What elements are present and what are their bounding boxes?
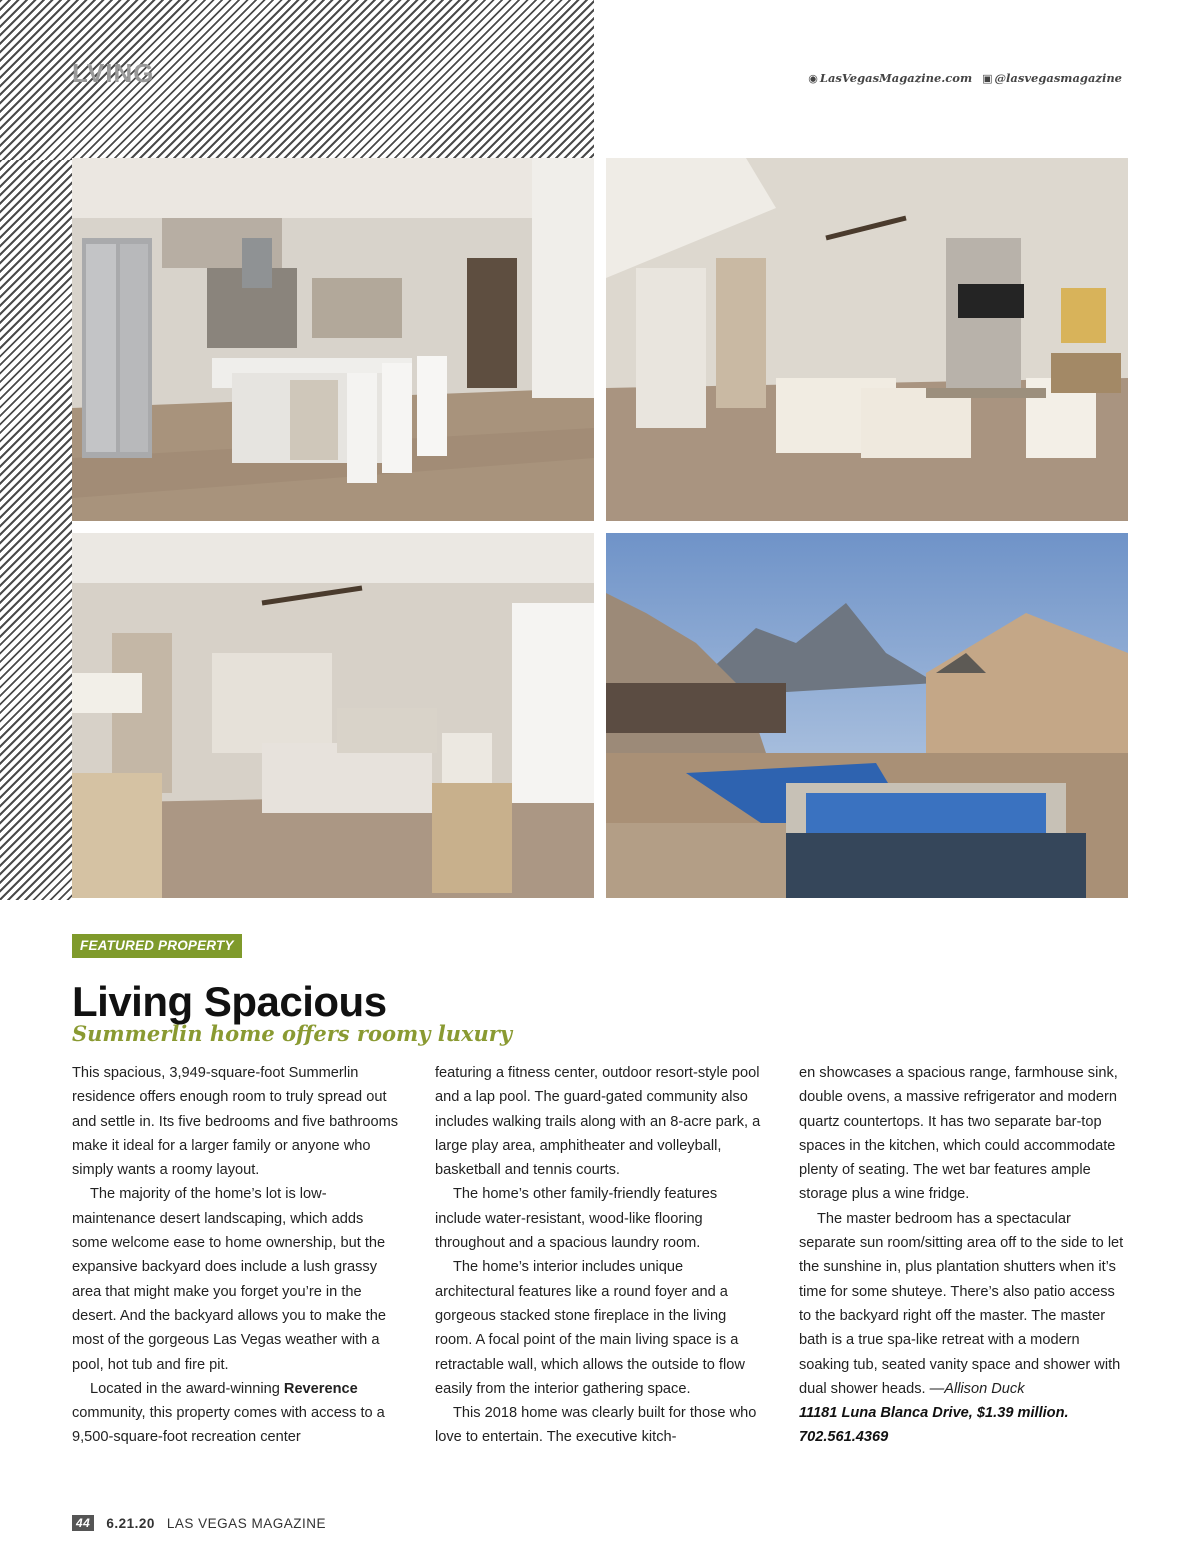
instagram-link[interactable]: ▣ @lasvegasmagazine	[982, 71, 1122, 85]
website-link[interactable]: ◉ LasVegasMagazine.com	[808, 71, 973, 85]
social-links	[808, 71, 1122, 85]
article-headline: Living Spacious	[72, 978, 387, 1025]
paragraph: The home’s interior includes unique architectural features like a round foyer and a gorgeous stacked stone fireplace in the living room. A focal point of the main living space is a retractable wall, which allows the outside to flow easily from the interior gathering space.	[435, 1259, 745, 1397]
section-label: LVING	[72, 58, 155, 88]
paragraph: The master bedroom has a spectacular separate sun room/sitting area off to the side to let the sunshine in, plus plantation shutters when it’s time for some shuteye. There’s also patio access to the backyard right off the master. The master bath is a true spa-like retreat with a modern soaking tub, seated vanity space and shower with dual shower heads. —Allison Duck	[799, 1210, 1124, 1397]
featured-property-badge: FEATURED PROPERTY	[72, 934, 242, 958]
paragraph: This 2018 home was clearly built for those who love to entertain. The executive kitch-	[435, 1405, 757, 1446]
side-stripe-pattern	[0, 160, 72, 900]
article-subhead: Summerlin home offers roomy luxury	[72, 1021, 513, 1046]
body-column-1	[72, 1061, 402, 1450]
paragraph: Located in the award-winning Reverence community, this property comes with access to a 9,500-square-foot recreation center	[72, 1380, 385, 1446]
kitchen-photo	[72, 158, 594, 521]
backyard-pool-photo	[606, 533, 1128, 898]
publication-name: LAS VEGAS MAGAZINE	[166, 1515, 326, 1531]
paragraph: The majority of the home’s lot is low-maintenance desert landscaping, which adds some welcome ease to home ownership, but the expansive backyard does include a lush grassy area that might make you forget you’re in the desert. And the backyard allows you to make the most of the gorgeous Las Vegas weather with a pool, hot tub and fire pit.	[72, 1186, 386, 1373]
body-column-3	[799, 1061, 1131, 1450]
body-column-2	[435, 1061, 765, 1450]
listing-address-price: 11181 Luna Blanca Drive, $1.39 million.	[799, 1405, 1069, 1422]
paragraph: featuring a fitness center, outdoor resort-style pool and a lap pool. The guard-gated community also includes walking trails along with an 8-acre park, a large play area, amphitheater and volleyball, basketball and tennis courts.	[435, 1065, 761, 1179]
paragraph: en showcases a spacious range, farmhouse sink, double ovens, a massive refrigerator and modern quartz countertops. It has two separate bar-top spaces in the kitchen, which could accommodate plenty of seating. The wet bar features ample storage plus a wine fridge.	[799, 1065, 1118, 1203]
paragraph: This spacious, 3,949-square-foot Summerlin residence offers enough room to truly spread out and settle in. Its five bedrooms and five bathrooms make it ideal for a larger family or anyone who simply wants a roomy layout.	[72, 1065, 399, 1179]
listing-phone: 702.561.4369	[799, 1429, 889, 1446]
page-number: 44	[72, 1515, 94, 1531]
living-room-photo	[606, 158, 1128, 521]
bedroom-photo	[72, 533, 594, 898]
author-credit: —Allison Duck	[929, 1380, 1025, 1397]
globe-icon: ◉	[808, 72, 818, 85]
instagram-icon: ▣	[982, 72, 993, 85]
issue-date: 6.21.20	[106, 1515, 155, 1531]
community-link: Reverence	[283, 1380, 358, 1397]
paragraph: The home’s other family-friendly features include water-resistant, wood-like flooring throughout and a spacious laundry room.	[435, 1186, 718, 1252]
page-footer	[72, 1515, 326, 1531]
